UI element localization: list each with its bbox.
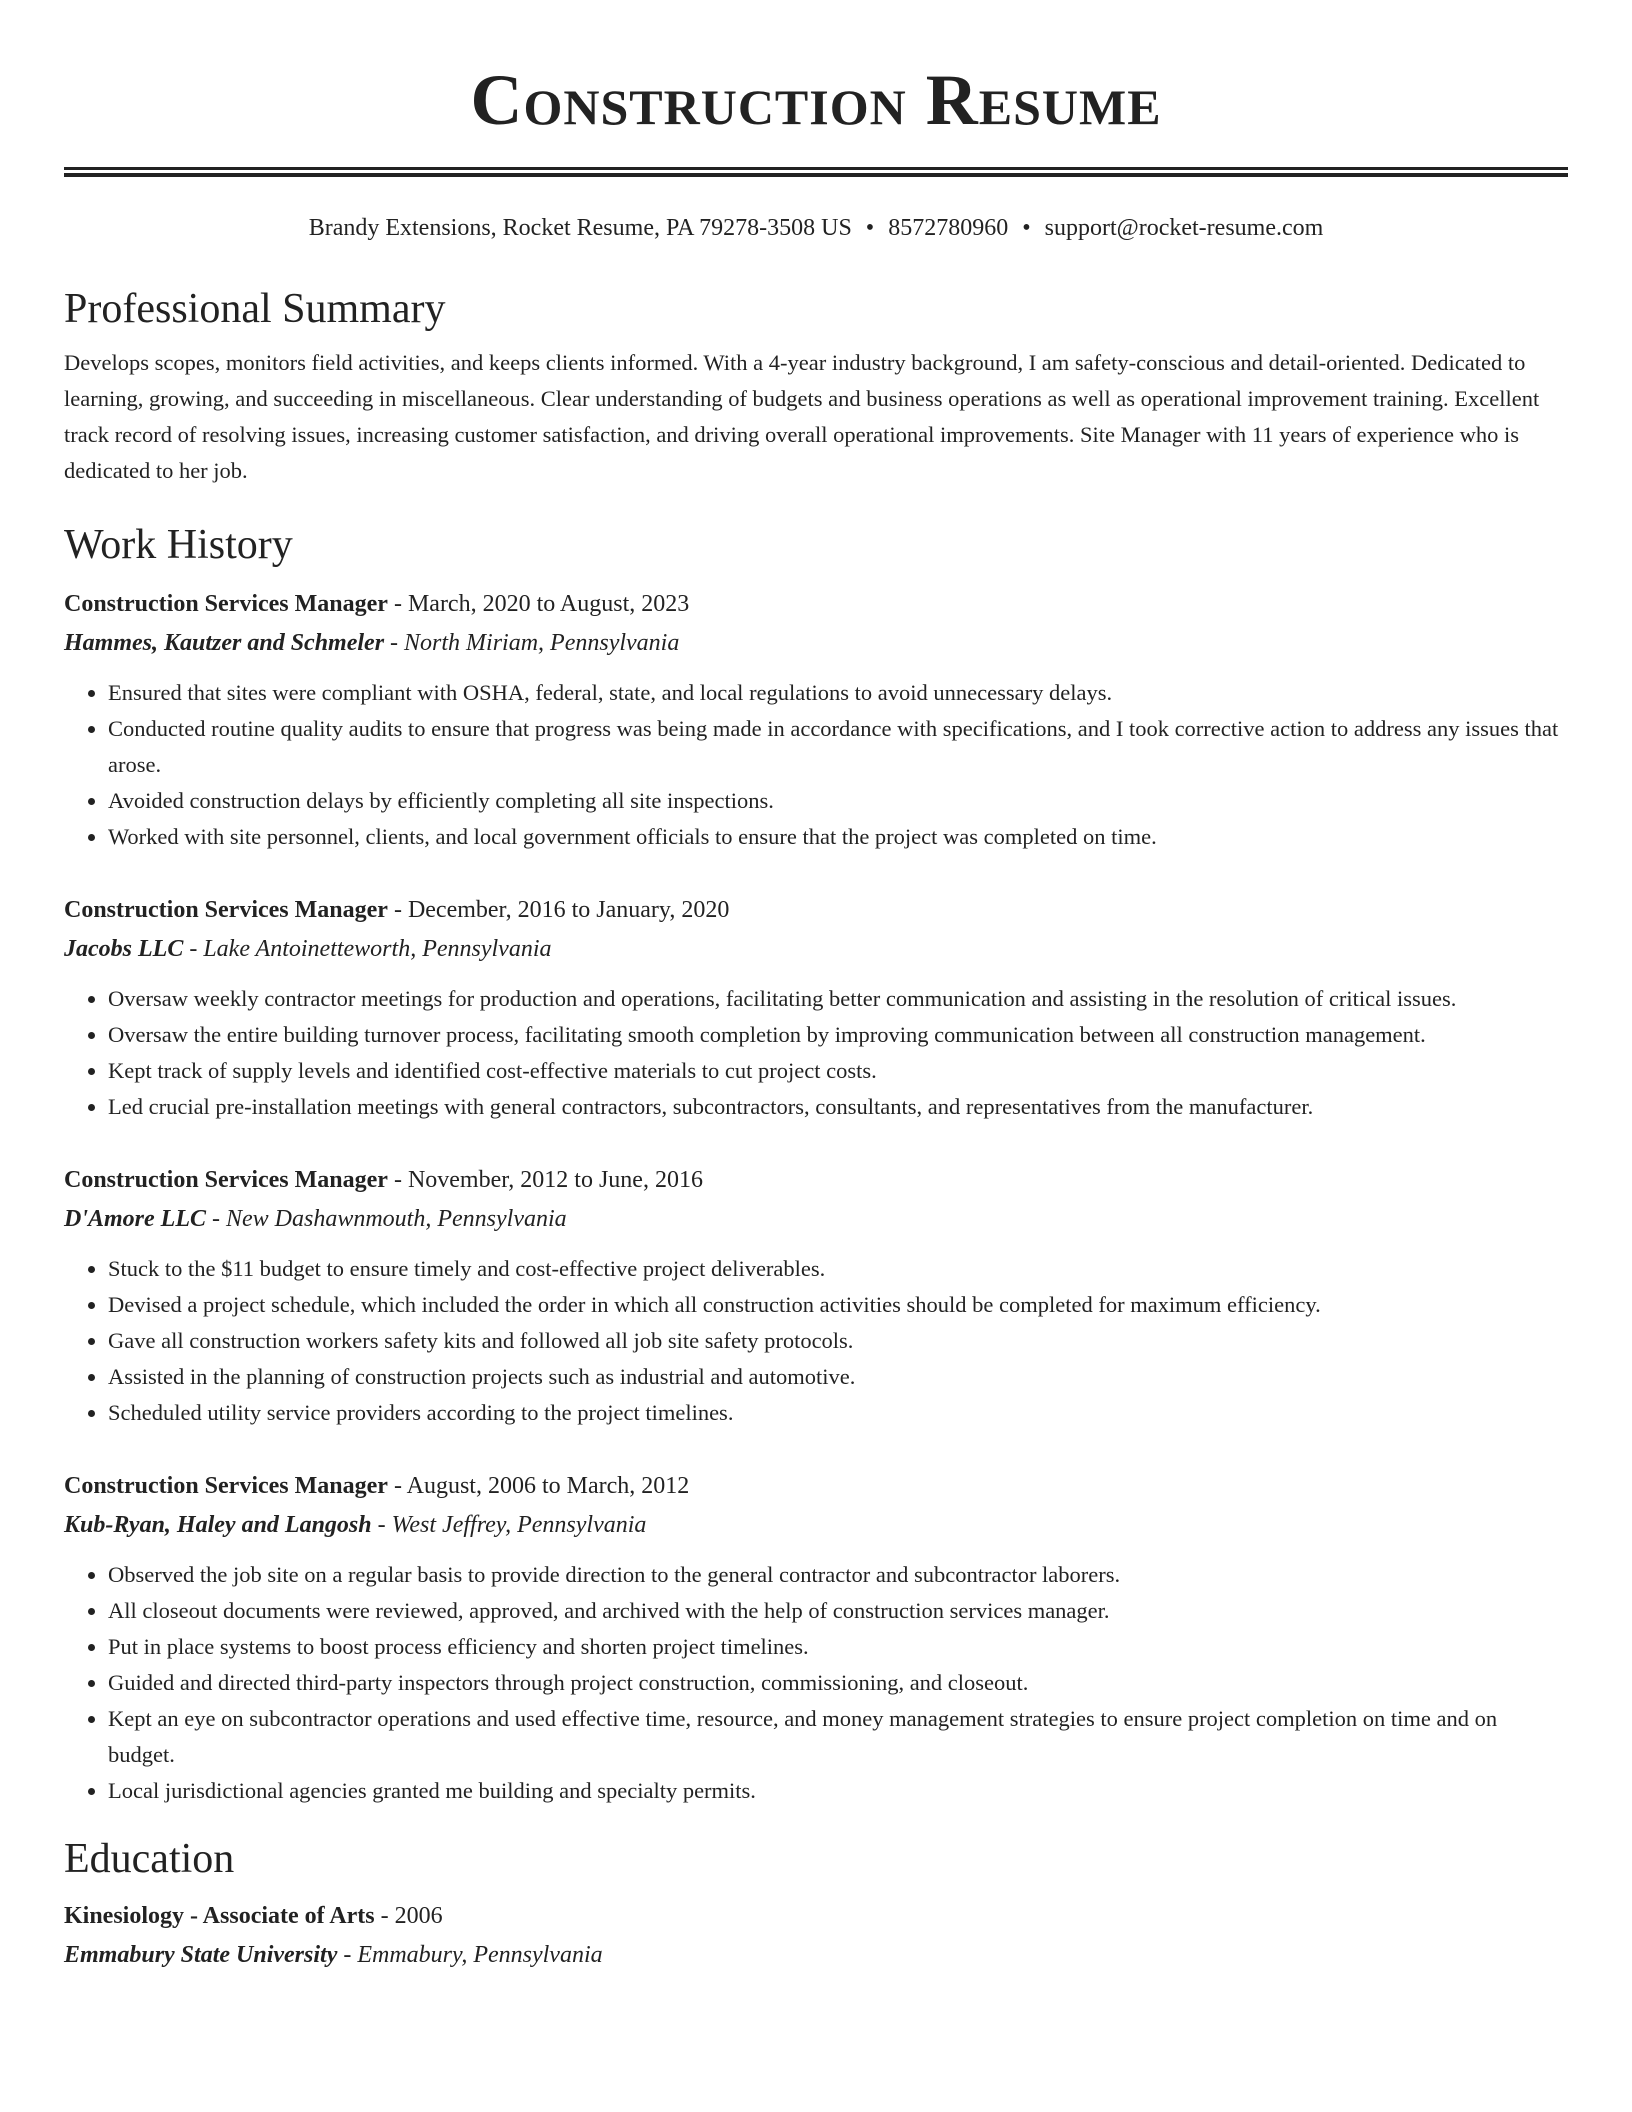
contact-separator: • <box>1022 215 1031 241</box>
job-bullet: • Guided and directed third-party inspectors through project construction, commissioning, and closeout. <box>108 1665 1568 1701</box>
job-bullet: • Led crucial pre-installation meetings with general contractors, subcontractors, consultants, and representatives from the manufacturer. <box>108 1089 1568 1125</box>
job-bullet: • Kept an eye on subcontractor operations and used effective time, resource, and money management strategies to ensure project completion on time and on budget. <box>108 1701 1568 1773</box>
job-bullet: • Devised a project schedule, which included the order in which all construction activities should be completed for maximum efficiency. <box>108 1287 1568 1323</box>
job-location: - New Dashawnmouth, Pennsylvania <box>206 1206 567 1232</box>
job-bullet: • Kept track of supply levels and identified cost-effective materials to cut project costs. <box>108 1053 1568 1089</box>
job-entry <box>64 585 1568 855</box>
job-bullet: • Local jurisdictional agencies granted me building and specialty permits. <box>108 1773 1568 1809</box>
contact-line <box>64 211 1568 245</box>
job-title-line <box>64 1161 1568 1199</box>
job-company-line <box>64 1199 1568 1239</box>
job-dates: - March, 2020 to August, 2023 <box>387 591 690 617</box>
job-location: - Lake Antoinetteworth, Pennsylvania <box>183 936 552 962</box>
job-bullet: • Assisted in the planning of construction projects such as industrial and automotive. <box>108 1359 1568 1395</box>
job-bullet: • Oversaw the entire building turnover process, facilitating smooth completion by improving communication between all construction management. <box>108 1017 1568 1053</box>
job-company-line <box>64 623 1568 663</box>
job-bullet: • Oversaw weekly contractor meetings for production and operations, facilitating better communication and assisting in the resolution of critical issues. <box>108 981 1568 1017</box>
job-dates: - November, 2012 to June, 2016 <box>387 1167 703 1193</box>
job-entry <box>64 1161 1568 1431</box>
summary-heading: Professional Summary <box>64 286 446 332</box>
job-role: Construction Services Manager <box>64 1167 388 1193</box>
job-company: Hammes, Kautzer and Schmeler <box>64 630 385 656</box>
education-degree-line <box>64 1897 1568 1935</box>
job-location: - West Jeffrey, Pennsylvania <box>371 1512 647 1538</box>
education-school-line <box>64 1935 1568 1975</box>
summary-text: Develops scopes, monitors field activities, and keeps clients informed. With a 4-year industry background, I am safety-conscious and detail-oriented. Dedicated to learning, growing, and succeeding in miscellaneous. Clear understanding of budgets and business operations as well as operational improvement training. Excellent track record of resolving issues, increasing customer satisfaction, and driving overall operational improvements. Site Manager with 11 years of experience who is dedicated to her job. <box>64 350 1540 483</box>
contact-email[interactable]: support@rocket-resume.com <box>1044 215 1324 241</box>
education-heading: Education <box>64 1836 235 1882</box>
job-bullet: • Conducted routine quality audits to ensure that progress was being made in accordance with specifications, and I took corrective action to address any issues that arose. <box>108 711 1568 783</box>
job-dates: - December, 2016 to January, 2020 <box>387 897 730 923</box>
contact-phone[interactable]: 8572780960 <box>888 215 1009 241</box>
job-role: Construction Services Manager <box>64 897 388 923</box>
contact-address: Brandy Extensions, Rocket Resume, PA 79278-3508 US <box>308 215 852 241</box>
job-bullet: • Stuck to the $11 budget to ensure timely and cost-effective project deliverables. <box>108 1251 1568 1287</box>
job-role: Construction Services Manager <box>64 1473 388 1499</box>
job-bullet: • Gave all construction workers safety kits and followed all job site safety protocols. <box>108 1323 1568 1359</box>
job-bullet: • Avoided construction delays by efficiently completing all site inspections. <box>108 783 1568 819</box>
education-degree: Kinesiology - Associate of Arts <box>64 1903 375 1929</box>
job-entry <box>64 891 1568 1125</box>
job-company: Kub-Ryan, Haley and Langosh <box>64 1512 372 1538</box>
job-company: D'Amore LLC <box>64 1206 206 1232</box>
job-bullet: • Observed the job site on a regular basis to provide direction to the general contractor and subcontractor laborers. <box>108 1557 1568 1593</box>
job-company: Jacobs LLC <box>64 936 184 962</box>
job-bullet-list <box>64 981 1568 1125</box>
job-company-line <box>64 1505 1568 1545</box>
education-school: Emmabury State University <box>64 1942 338 1968</box>
job-bullet: • Scheduled utility service providers according to the project timelines. <box>108 1395 1568 1431</box>
title-divider <box>64 167 1568 177</box>
job-entry <box>64 1467 1568 1809</box>
job-bullet: • All closeout documents were reviewed, approved, and archived with the help of construction services manager. <box>108 1593 1568 1629</box>
job-bullet: • Put in place systems to boost process efficiency and shorten project timelines. <box>108 1629 1568 1665</box>
job-bullet-list <box>64 1557 1568 1809</box>
job-dates: - August, 2006 to March, 2012 <box>387 1473 690 1499</box>
job-bullet-list <box>64 1251 1568 1431</box>
work-history-heading: Work History <box>64 522 293 568</box>
job-role: Construction Services Manager <box>64 591 388 617</box>
work-history-list <box>64 585 1568 1809</box>
job-bullet-list <box>64 675 1568 855</box>
job-title-line <box>64 1467 1568 1505</box>
contact-separator: • <box>865 215 875 241</box>
job-bullet: • Worked with site personnel, clients, and local government officials to ensure that the project was completed on time. <box>108 819 1568 855</box>
education-location: - Emmabury, Pennsylvania <box>337 1942 603 1968</box>
job-company-line <box>64 929 1568 969</box>
resume-title: Construction Resume <box>470 60 1162 140</box>
job-location: - North Miriam, Pennsylvania <box>384 630 680 656</box>
job-title-line <box>64 891 1568 929</box>
job-title-line <box>64 585 1568 623</box>
job-bullet: • Ensured that sites were compliant with OSHA, federal, state, and local regulations to avoid unnecessary delays. <box>108 675 1568 711</box>
education-year: - 2006 <box>374 1903 443 1929</box>
